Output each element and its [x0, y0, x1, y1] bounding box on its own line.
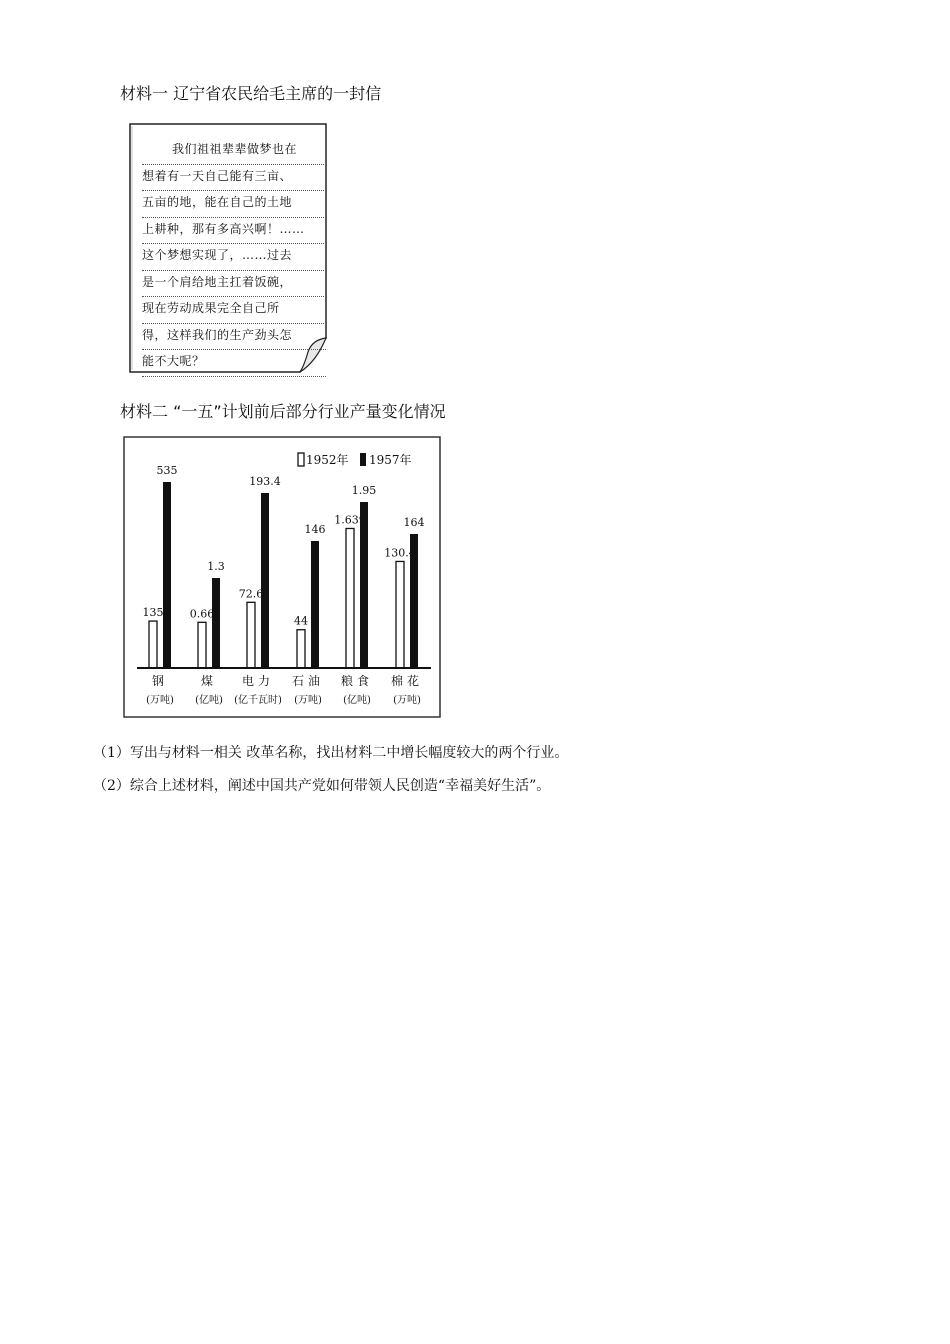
category-label-1: 煤 [200, 674, 218, 688]
bar-1952-3 [297, 630, 305, 668]
category-label-3: 石油 [291, 674, 325, 688]
letter-figure [128, 122, 332, 374]
data-label-1952-5: 130.4 [384, 546, 416, 560]
legend-swatch-1957 [360, 453, 366, 466]
letter-line: 这个梦想实现了，……过去 [142, 244, 326, 271]
data-label-1952-1: 0.66 [189, 607, 215, 621]
bar-1957-4 [360, 502, 368, 668]
material2-heading: 材料二 “一五”计划前后部分行业产量变化情况 [120, 402, 446, 421]
bar-1957-2 [261, 493, 269, 668]
material1-heading: 材料一 辽宁省农民给毛主席的一封信 [120, 84, 382, 103]
bar-1957-0 [163, 482, 171, 668]
bar-1952-5 [396, 561, 404, 668]
letter-line: 我们祖祖辈辈做梦也在 [142, 138, 326, 165]
bar-1952-1 [198, 622, 206, 668]
data-label-1957-1: 1.3 [207, 560, 225, 573]
letter-text [142, 138, 326, 377]
letter-line: 现在劳动成果完全自己所 [142, 297, 326, 324]
letter-line: 得，这样我们的生产劲头怎 [142, 324, 326, 351]
question-2: （2）综合上述材料，阐述中国共产党如何带领人民创造“幸福美好生活”。 [93, 778, 551, 794]
bar-1957-1 [212, 578, 220, 668]
category-label-4: 粮食 [340, 674, 374, 688]
data-label-1952-3: 44 [294, 614, 308, 628]
legend-swatch-1952 [298, 453, 304, 466]
letter-line: 五亩的地，能在自己的土地 [142, 191, 326, 218]
output-bar-chart [123, 436, 441, 718]
data-label-1957-0: 535 [156, 464, 178, 477]
legend-label-1957: 1957年 [369, 453, 412, 467]
unit-label-3: (万吨) [294, 695, 322, 706]
letter-line: 是一个肩给地主扛着饭碗， [142, 271, 326, 298]
bar-1957-3 [311, 541, 319, 668]
unit-label-5: (万吨) [393, 695, 421, 706]
letter-line: 想着有一天自己能有三亩、 [142, 165, 326, 192]
unit-label-4: (亿吨) [343, 695, 371, 706]
unit-label-0: (万吨) [146, 695, 174, 706]
bar-1952-2 [247, 602, 255, 668]
data-label-1957-3: 146 [304, 523, 326, 536]
data-label-1957-2: 193.4 [249, 475, 281, 488]
data-label-1952-4: 1.639 [334, 513, 366, 527]
bar-1952-0 [149, 621, 157, 668]
category-label-2: 电力 [241, 674, 275, 688]
unit-label-1: (亿吨) [195, 695, 223, 706]
bar-1952-4 [346, 528, 354, 668]
data-label-1957-4: 1.95 [351, 484, 377, 497]
letter-line: 上耕种，那有多高兴啊！…… [142, 218, 326, 245]
category-label-0: 钢 [151, 674, 169, 688]
question-1: （1）写出与材料一相关 改革名称，找出材料二中增长幅度较大的两个行业。 [93, 745, 569, 761]
legend-label-1952: 1952年 [306, 453, 349, 467]
category-label-5: 棉花 [390, 674, 424, 688]
data-label-1952-0: 135 [142, 606, 164, 620]
data-label-1957-5: 164 [403, 516, 425, 529]
unit-label-2: (亿千瓦时) [234, 695, 282, 706]
letter-line: 能不大呢？ [142, 350, 326, 377]
data-label-1952-2: 72.6 [238, 587, 264, 601]
